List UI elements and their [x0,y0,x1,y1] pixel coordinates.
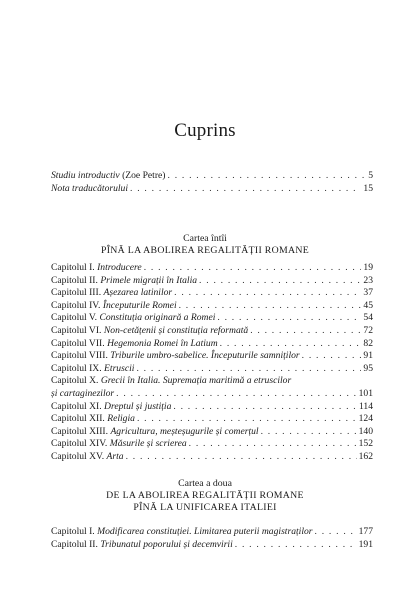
book2-subtitle-line1: DE LA ABOLIREA REGALITĂȚII ROMANE [106,490,304,501]
book2-label: Cartea a doua [178,478,232,489]
chapter-number: Capitolul XIV. [51,438,108,450]
chapter-title: Agricultura, meșteșugurile și comerțul [110,425,259,437]
toc-entry-chapter[interactable] [51,325,373,338]
chapter-number: Capitolul I. [51,526,95,537]
chapter-page: 95 [363,362,373,374]
entry-page: 5 [368,170,373,181]
chapter-page: 101 [358,387,373,399]
book2-subtitle-line2: PÎNĂ LA UNIFICAREA ITALIEI [133,502,277,513]
toc-entry-chapter[interactable] [51,539,373,552]
toc-entry-chapter[interactable] [51,287,373,300]
chapter-number: Capitolul VI. [51,324,102,336]
leader-dots [137,413,357,426]
chapter-number: Capitolul XI. [51,400,102,412]
chapter-page: 37 [363,287,373,299]
leader-dots [179,300,362,313]
chapter-number: Capitolul II. [51,274,98,286]
toc-entry-chapter[interactable] [51,363,373,376]
chapter-number: Capitolul XIII. [51,425,109,437]
toc-entry-chapter-continued[interactable] [51,388,373,401]
leader-dots [144,262,362,275]
leader-dots [189,438,357,451]
book2-chapter-list [51,526,373,551]
chapter-title: Religia [107,413,135,425]
chapter-page: 152 [358,438,373,450]
chapter-number: Capitolul X. [51,375,99,387]
front-matter [51,170,373,195]
entry-title: Nota traducătorului [51,182,129,194]
chapter-page: 162 [358,450,373,462]
toc-entry-chapter[interactable] [51,426,373,439]
chapter-number: Capitolul XV. [51,450,105,462]
chapter-page: 191 [358,538,373,550]
leader-dots [235,539,357,552]
chapter-title: Constituția originară a Romei [99,312,216,324]
book2-heading [0,478,410,514]
leader-dots [250,325,361,338]
leader-dots [116,388,356,401]
chapter-page: 72 [363,324,373,336]
chapter-number: Capitolul IX. [51,362,102,374]
chapter-number: Capitolul III. [51,287,102,299]
leader-dots [136,363,361,376]
entry-page: 15 [363,182,373,194]
book1-heading [0,233,410,257]
chapter-number: Capitolul I. [51,262,95,273]
leader-dots [315,526,357,539]
chapter-number: Capitolul VII. [51,337,105,349]
toc-entry-intro[interactable] [51,170,373,183]
chapter-page: 91 [363,350,373,362]
chapter-page: 54 [363,312,373,324]
chapter-page: 114 [358,400,373,412]
chapter-title: Etruscii [104,362,135,374]
chapter-number: Capitolul II. [51,538,98,550]
chapter-page: 19 [363,262,373,273]
book1-chapter-list [51,262,373,464]
toc-entry-chapter[interactable] [51,338,373,351]
page-title: Cuprins [174,120,236,141]
chapter-title: Triburile umbro-sabelice. Începuturile samniților [110,350,300,362]
chapter-title: Grecii în Italia. Supremația maritimă a etruscilor [100,375,292,387]
book1-label: Cartea întîi [183,233,227,244]
chapter-page: 140 [358,425,373,437]
toc-entry-chapter[interactable] [51,451,373,464]
leader-dots [173,401,357,414]
chapter-title: Modificarea constituției. Limitarea puterii magistraților [97,526,313,537]
toc-entry-chapter[interactable] [51,526,373,539]
chapter-title: Dreptul și justiția [104,400,172,412]
chapter-title: Tribunatul poporului și decemvirii [100,538,233,550]
toc-entry-chapter[interactable] [51,275,373,288]
chapter-title: Arta [106,450,124,462]
toc-entry-translator-note[interactable] [51,183,373,196]
toc-entry-chapter[interactable] [51,401,373,414]
chapter-title: Introducere [97,262,142,273]
chapter-page: 177 [358,526,373,537]
leader-dots [220,338,362,351]
leader-dots [199,275,361,288]
entry-title: Studiu introductiv [51,170,120,181]
leader-dots [261,426,357,439]
toc-entry-chapter[interactable] [51,300,373,313]
entry-author: (Zoe Petre) [119,170,166,181]
chapter-page: 45 [363,299,373,311]
toc-entry-chapter[interactable] [51,350,373,363]
chapter-page: 82 [363,337,373,349]
toc-entry-chapter[interactable] [51,312,373,325]
leader-dots [174,287,361,300]
toc-entry-chapter[interactable] [51,375,373,388]
leader-dots [217,312,361,325]
toc-entry-chapter[interactable] [51,262,373,275]
toc-entry-chapter[interactable] [51,438,373,451]
chapter-title: Măsurile și scrierea [109,438,187,450]
chapter-title-continued: și cartaginezilor [51,387,115,399]
chapter-page: 124 [358,413,373,425]
leader-dots [130,183,361,196]
chapter-number: Capitolul IV. [51,299,101,311]
chapter-number: Capitolul XII. [51,413,105,425]
leader-dots [302,350,362,363]
chapter-page: 23 [363,274,373,286]
chapter-number: Capitolul VIII. [51,350,108,362]
chapter-number: Capitolul V. [51,312,98,324]
chapter-title: Așezarea latinilor [103,287,173,299]
chapter-title: Non-cetățenii și constituția reformată [103,324,249,336]
chapter-title: Hegemonia Romei în Latium [107,337,218,349]
chapter-title: Începuturile Romei [102,299,177,311]
chapter-title: Primele migrații în Italia [100,274,198,286]
toc-entry-chapter[interactable] [51,413,373,426]
leader-dots [168,170,367,183]
book1-subtitle: PÎNĂ LA ABOLIREA REGALITĂȚII ROMANE [100,245,310,256]
leader-dots [126,451,357,464]
